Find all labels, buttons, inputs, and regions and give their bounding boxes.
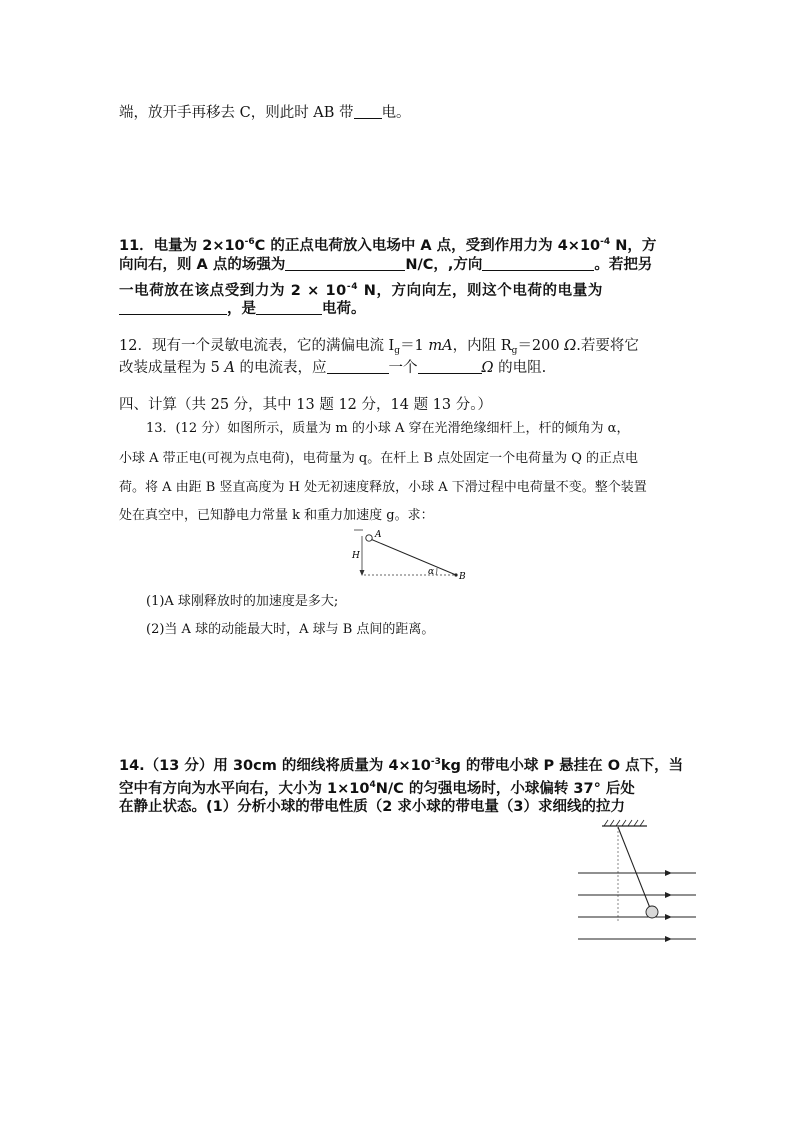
q13-line-4: 处在真空中，已知静电力常量 k 和重力加速度 g。求： <box>119 508 434 523</box>
q11-line-1 <box>119 232 656 256</box>
q14-line-1 <box>119 752 683 776</box>
unit: Ω <box>481 360 494 376</box>
subscript: g <box>511 346 518 356</box>
text: 电荷。 <box>322 301 366 317</box>
superscript: -3 <box>430 757 441 767</box>
text: .若要将它 <box>576 338 639 354</box>
label-h: H <box>352 551 360 561</box>
q11-line-2 <box>119 255 652 275</box>
superscript: 4 <box>369 780 376 790</box>
answer-blank-connection[interactable] <box>327 359 389 374</box>
pendulum-field-diagram <box>576 816 702 946</box>
text: ＝1 <box>400 338 429 354</box>
text: 改装成量程为 5 <box>119 360 225 376</box>
text: kg 的带电小球 P 悬挂在 O 点下，当 <box>440 758 684 774</box>
q13-line-2: 小球 A 带正电(可视为点电荷)，电荷量为 q。在杆上 B 点处固定一个电荷量为 Q 的正点电 <box>119 451 638 466</box>
label-alpha: α <box>428 567 435 577</box>
field-arrow <box>665 892 672 898</box>
superscript: -6 <box>244 237 255 247</box>
field-lines <box>578 870 696 942</box>
text: 11．电量为 2×10 <box>119 238 245 254</box>
superscript: -4 <box>600 237 611 247</box>
text: 的电流表，应 <box>234 360 327 376</box>
q12-line-2 <box>119 358 546 378</box>
angle-arc <box>436 568 437 575</box>
label-b: B <box>459 572 466 582</box>
text: 一电荷放在该点受到力为 2 × 10 <box>119 283 347 299</box>
text: 端，放开手再移去 C，则此时 AB 带 <box>119 105 354 121</box>
q13-subquestion-2: (2)当 A 球的动能最大时，A 球与 B 点间的距离。 <box>146 622 435 637</box>
answer-blank-sign[interactable] <box>256 300 322 315</box>
height-arrowhead <box>360 570 365 576</box>
text: 空中有方向为水平向右，大小为 1×10 <box>119 781 370 797</box>
text: N，方 <box>610 238 657 254</box>
ceiling-hatch <box>604 820 644 826</box>
q14-line-3: 在静止状态。(1）分析小球的带电性质（2 求小球的带电量（3）求细线的拉力 <box>119 799 625 815</box>
q13-line-3: 荷。将 A 由距 B 竖直高度为 H 处无初速度释放，小球 A 下滑过程中电荷量不变。整个装置 <box>119 480 647 495</box>
q11-line-4 <box>119 299 366 319</box>
field-arrow <box>665 936 672 942</box>
text: ＝200 <box>517 338 565 354</box>
text: ，内阻 R <box>452 338 512 354</box>
rod <box>368 538 456 575</box>
text: N/C，,方向 <box>405 257 483 273</box>
ball-a <box>366 535 372 541</box>
unit: Ω <box>564 338 577 354</box>
q11-line-3 <box>119 277 603 301</box>
q10-line-1 <box>119 103 411 123</box>
unit: A <box>224 360 235 376</box>
text: 12．现有一个灵敏电流表，它的满偏电流 I <box>119 338 395 354</box>
incline-rod-diagram <box>350 526 470 584</box>
answer-blank-resistance[interactable] <box>418 359 482 374</box>
q13-line-1: 13．(12 分）如图所示，质量为 m 的小球 A 穿在光滑绝缘细杆上，杆的倾角为 α， <box>146 421 630 436</box>
answer-blank[interactable] <box>354 104 382 119</box>
text: 电。 <box>381 105 411 121</box>
string <box>618 827 650 908</box>
text: 。若把另 <box>594 257 653 273</box>
label-a: A <box>375 530 382 540</box>
answer-blank-charge[interactable] <box>119 300 227 315</box>
superscript: -4 <box>346 282 359 292</box>
point-b <box>454 573 457 576</box>
text: N/C 的匀强电场时，小球偏转 37° 后处 <box>375 781 635 797</box>
q13-subquestion-1: (1)A 球刚释放时的加速度是多大; <box>146 594 339 609</box>
text: 向向右，则 A 点的场强为 <box>119 257 286 273</box>
answer-blank-field-strength[interactable] <box>285 256 405 271</box>
text: 一个 <box>388 360 418 376</box>
field-arrow <box>665 914 672 920</box>
text: 14.（13 分）用 30cm 的细线将质量为 4×10 <box>119 758 431 774</box>
text: N，方向向左，则这个电荷的电量为 <box>358 283 603 299</box>
text: 的电阻. <box>493 360 547 376</box>
text: ，是 <box>227 301 256 317</box>
section-4-title: 四、计算（共 25 分，其中 13 题 12 分，14 题 13 分。） <box>119 397 492 413</box>
subscript: g <box>394 346 401 356</box>
text: C 的正点电荷放入电场中 A 点，受到作用力为 4×10 <box>254 238 601 254</box>
answer-blank-direction[interactable] <box>482 256 594 271</box>
field-arrow <box>665 870 672 876</box>
q14-line-2 <box>119 775 635 799</box>
unit: mA <box>428 338 453 354</box>
charged-ball-p <box>646 906 658 918</box>
